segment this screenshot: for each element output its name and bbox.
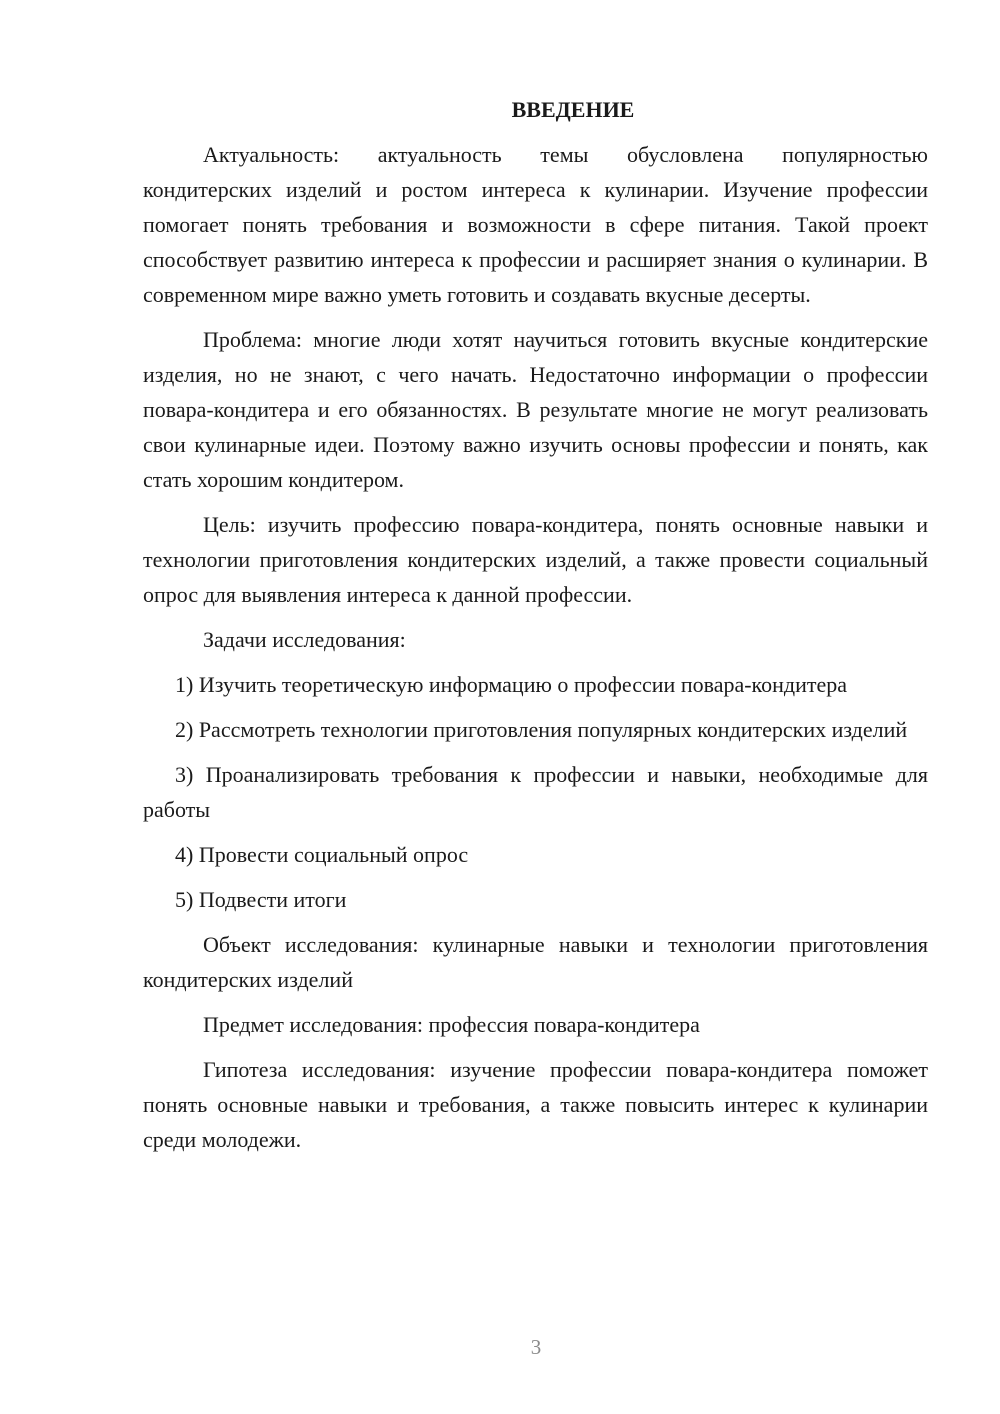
- page-number: 3: [530, 1335, 542, 1359]
- task-item: 3) Проанализировать требования к профессии и навыки, необходимые для работы: [143, 762, 928, 822]
- paragraph-object: Объект исследования: кулинарные навыки и технологии приготовления кондитерских изделий: [143, 932, 928, 992]
- task-item: 4) Провести социальный опрос: [175, 842, 469, 867]
- tasks-heading: Задачи исследования:: [203, 627, 406, 652]
- paragraph-goal: Цель: изучить профессию повара-кондитера, понять основные навыки и технологии приготовления кондитерских изделий, а также провести социальный опрос для выявления интереса к данной профессии.: [143, 512, 928, 607]
- task-item: 2) Рассмотреть технологии приготовления популярных кондитерских изделий: [175, 717, 908, 742]
- task-item: 1) Изучить теоретическую информацию о профессии повара-кондитера: [175, 672, 847, 697]
- paragraph-subject: Предмет исследования: профессия повара-кондитера: [203, 1012, 700, 1037]
- paragraph-relevance: Актуальность: актуальность темы обусловлена популярностью кондитерских изделий и ростом интереса к кулинарии. Изучение профессии помогает понять требования и возможности в сфере питания. Такой проект способствует развитию интереса к профессии и расширяет знания о кулинарии. В современном мире важно уметь готовить и создавать вкусные десерты.: [143, 142, 928, 307]
- page-title: ВВЕДЕНИЕ: [511, 97, 635, 122]
- page-content: [143, 92, 928, 1167]
- paragraph-hypothesis: Гипотеза исследования: изучение профессии повара-кондитера поможет понять основные навыки и требования, а также повысить интерес к кулинарии среди молодежи.: [143, 1057, 928, 1152]
- task-item: 5) Подвести итоги: [175, 887, 347, 912]
- paragraph-problem: Проблема: многие люди хотят научиться готовить вкусные кондитерские изделия, но не знают, с чего начать. Недостаточно информации о профессии повара-кондитера и его обязанностях. В результате многие не могут реализовать свои кулинарные идеи. Поэтому важно изучить основы профессии и понять, как стать хорошим кондитером.: [143, 327, 928, 492]
